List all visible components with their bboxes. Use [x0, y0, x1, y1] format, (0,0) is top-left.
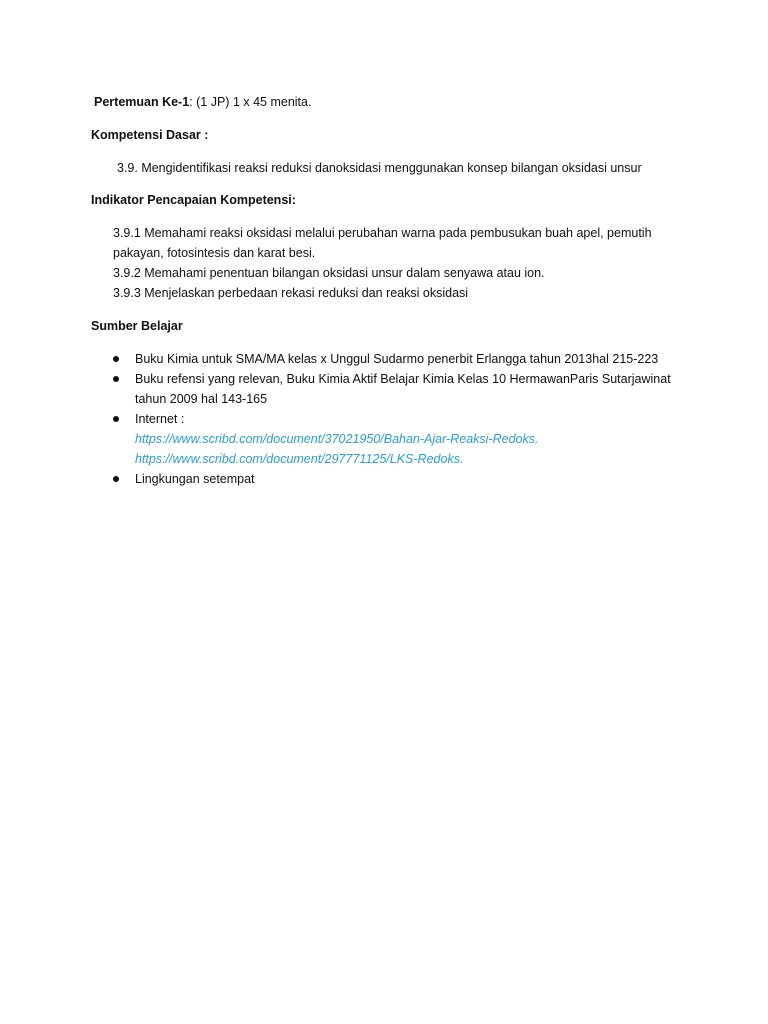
meeting-label: Pertemuan Ke-1	[94, 95, 190, 109]
scribd-link-1[interactable]: https://www.scribd.com/document/37021950/Bahan-Ajar-Reaksi-Redoks.	[135, 432, 539, 446]
indikator-item-2: 3.9.2 Memahami penentuan bilangan oksidasi unsur dalam senyawa atau ion.	[113, 266, 545, 280]
sumber-item-1: Buku Kimia untuk SMA/MA kelas x Unggul Sudarmo penerbit Erlangga tahun 2013hal 215-223	[135, 352, 659, 366]
kompetensi-dasar-heading: Kompetensi Dasar :	[91, 128, 209, 142]
indikator-item-1-line2: pakayan, fotosintesis dan karat besi.	[113, 246, 316, 260]
sumber-heading: Sumber Belajar	[91, 319, 183, 333]
bullet-icon	[113, 476, 119, 482]
sumber-item-3: Internet :	[135, 412, 185, 426]
sumber-item-2-line2: tahun 2009 hal 143-165	[135, 392, 268, 406]
kompetensi-dasar-item: 3.9. Mengidentifikasi reaksi reduksi danoksidasi menggunakan konsep bilangan oksidasi unsur	[117, 161, 642, 175]
bullet-icon	[113, 356, 119, 362]
indikator-item-1-line1: 3.9.1 Memahami reaksi oksidasi melalui perubahan warna pada pembusukan buah apel, pemutih	[113, 226, 652, 240]
scribd-link-2[interactable]: https://www.scribd.com/document/297771125/LKS-Redoks.	[135, 452, 464, 466]
indikator-item-3: 3.9.3 Menjelaskan perbedaan rekasi reduksi dan reaksi oksidasi	[113, 286, 469, 300]
meeting-value: : (1 JP) 1 x 45 menita.	[189, 95, 312, 109]
sumber-item-2-line1: Buku refensi yang relevan, Buku Kimia Aktif Belajar Kimia Kelas 10 HermawanParis Sutarjawinat	[135, 372, 671, 386]
bullet-icon	[113, 376, 119, 382]
sumber-item-4: Lingkungan setempat	[135, 472, 255, 486]
meeting-line	[94, 92, 311, 112]
indikator-heading: Indikator Pencapaian Kompetensi:	[91, 193, 296, 207]
bullet-icon	[113, 416, 119, 422]
